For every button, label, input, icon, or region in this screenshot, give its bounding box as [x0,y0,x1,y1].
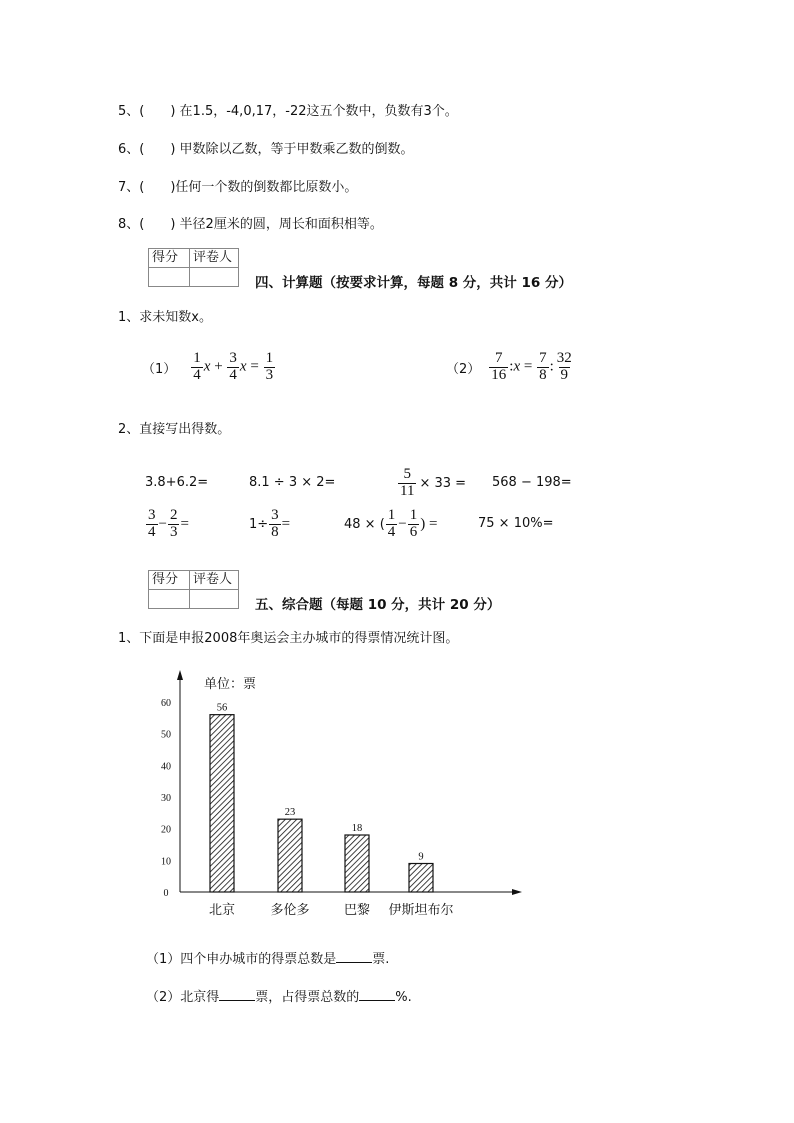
oral-calc-c-tail: × 33 = [419,475,467,491]
sub-question-1-text: （1）四个申办城市的得票总数是 [146,952,337,967]
equation-1-expr: $\frac{1}{4}$ x + $\frac{3}{4}$ x = $\frac{1}{3}$ [193,349,274,383]
grader-cell[interactable] [190,590,239,609]
judge-question-7: 7、( )任何一个数的倒数都比原数小。 [118,180,358,195]
bar-value-label: 56 [216,702,228,714]
category-label: 北京 [208,903,236,918]
y-tick-label: 0 [163,888,169,899]
grader-cell[interactable] [190,268,239,287]
score-box-section5 [148,570,239,609]
category-label: 巴黎 [343,903,371,918]
blank-beijing-percent[interactable] [359,988,395,1001]
bar-3 [409,864,433,893]
equation-1-label: （1） [142,361,177,377]
equation-1 [142,346,276,388]
sub-question-2 [146,986,412,1005]
bar-0 [210,715,234,892]
oral-calc-a: 3.8+6.2= [145,475,209,490]
y-tick-label: 30 [161,793,171,804]
equation-2 [446,346,575,388]
oral-calc-f: 1÷ $\frac{3}{8}$ = [249,506,291,540]
vote-bar-chart [150,660,530,925]
category-label: 伊斯坦布尔 [388,903,454,918]
bar-2 [345,835,369,892]
score-label: 得分 [149,249,190,268]
oral-calc-f-pre: 1÷ [249,516,269,532]
y-tick-label: 10 [161,856,171,868]
score-cell[interactable] [149,268,190,287]
judge-question-6: 6、( ) 甲数除以乙数，等于甲数乘乙数的倒数。 [118,142,414,157]
x-axis-arrow [512,889,522,895]
oral-calc-g: 48 × ( $\frac{1}{4}$ − $\frac{1}{6}$ ) = [344,506,438,540]
bar-value-label: 18 [351,823,363,834]
score-cell[interactable] [149,590,190,609]
y-axis-arrow [177,670,183,680]
oral-calc-g-pre: 48 × ( [344,516,385,532]
y-tick-label: 60 [161,698,171,709]
grader-label: 评卷人 [190,571,239,590]
section4-title: 四、计算题（按要求计算，每题 8 分，共计 16 分） [255,275,572,291]
y-tick-label: 50 [161,729,171,741]
sub-question-2-unit: %. [395,990,412,1005]
bar-1 [278,819,302,892]
blank-total-votes[interactable] [336,950,372,963]
section5-title: 五、综合题（每题 10 分，共计 20 分） [255,597,501,613]
sub-question-1 [146,948,389,967]
equation-2-expr: $\frac{7}{16}$ :x = $\frac{7}{8}$ : $\frac{32}{9}$ [491,349,572,383]
section4-question-2: 2、直接写出得数。 [118,422,231,437]
sub-question-1-unit: 票. [372,952,390,967]
oral-calc-c: $\frac{5}{11}$ × 33 = [400,465,467,499]
score-box-section4 [148,248,239,287]
oral-calc-d: 568 − 198= [492,475,572,490]
bar-value-label: 23 [284,807,296,819]
sub-question-2-mid: 票，占得票总数的 [255,990,360,1005]
judge-question-8: 8、( ) 半径2厘米的圆，周长和面积相等。 [118,217,383,232]
sub-question-2-text: （2）北京得 [146,990,220,1005]
y-tick-label: 20 [161,824,171,836]
grader-label: 评卷人 [190,249,239,268]
score-label: 得分 [149,571,190,590]
y-tick-label: 40 [161,761,171,773]
bar-value-label: 9 [418,851,424,863]
unit-label: 单位：票 [204,677,257,692]
equation-2-label: （2） [446,361,481,377]
blank-beijing-votes[interactable] [219,988,255,1001]
section5-question-1: 1、下面是申报2008年奥运会主办城市的得票情况统计图。 [118,631,459,646]
judge-question-5: 5、( ) 在1.5，-4,0,17，-22这五个数中，负数有3个。 [118,104,458,119]
oral-calc-e: $\frac{3}{4}$ − $\frac{2}{3}$ = [148,506,189,540]
category-label: 多伦多 [270,903,310,918]
oral-calc-b: 8.1 ÷ 3 × 2= [249,475,336,490]
oral-calc-h: 75 × 10%= [478,516,554,531]
section4-question-1: 1、求未知数x。 [118,310,212,325]
